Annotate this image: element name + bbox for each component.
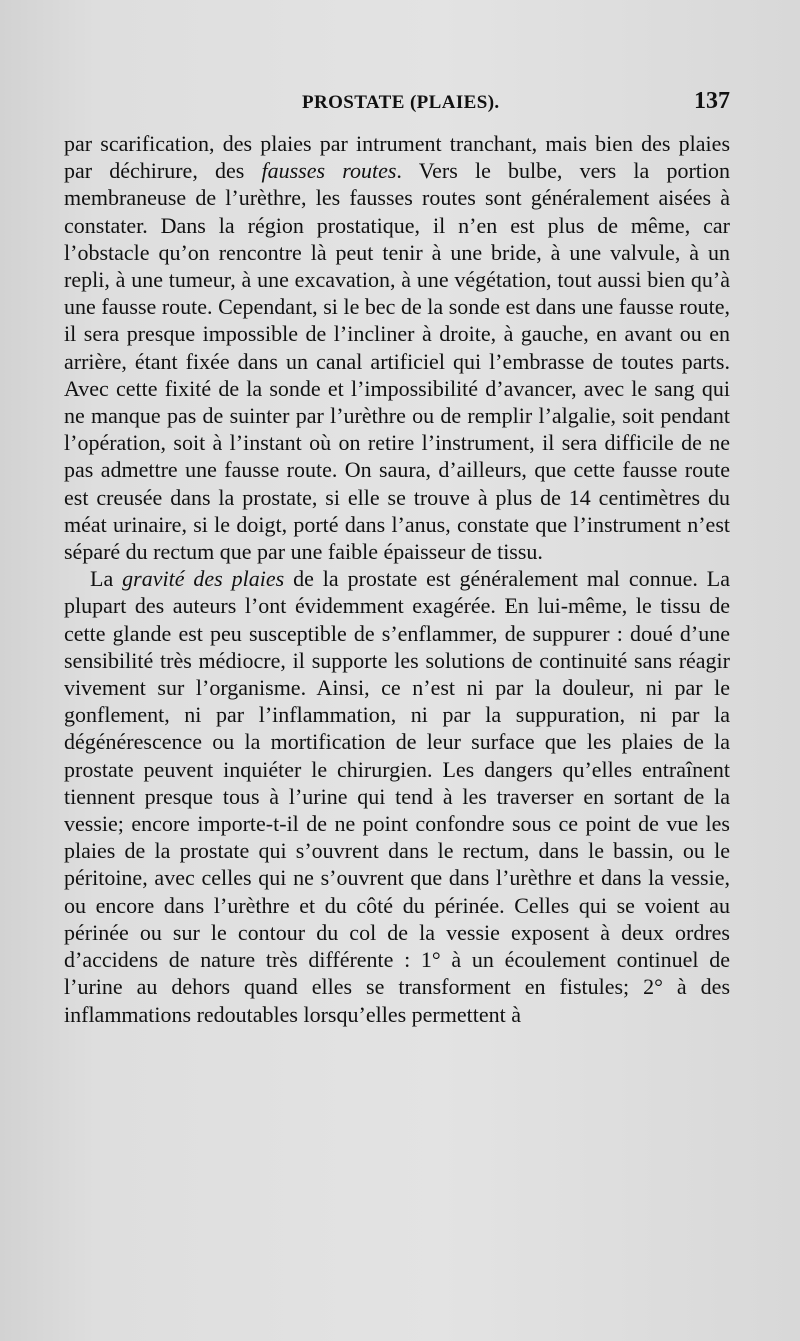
paragraph-1-text-a: par scarification, des plaies par intrument tranchant, mais bien des plaies par déchirure, des	[64, 131, 730, 184]
paragraph-1	[64, 130, 730, 565]
page-number: 137	[694, 88, 730, 114]
paragraph-1-italic: fausses routes	[261, 158, 397, 184]
paragraph-1-text-b: . Vers le bulbe, vers la portion membraneuse de l’urèthre, les fausses routes sont généralement aisées à constater. Dans la région prostatique, il n’en est plus de même, car l’obstacle qu’on rencontre là peut tenir à une bride, à une valvule, à un repli, à une tumeur, à une excavation, à une végétation, tout aussi bien qu’à une fausse route. Cependant, si le bec de la sonde est dans une fausse route, il sera presque impossible de l’incliner à droite, à gauche, en avant ou en arrière, étant fixée dans un canal artificiel qui l’embrasse de toutes parts. Avec cette fixité de la sonde et l’impossibilité d’avancer, avec le sang qui ne manque pas de suinter par l’urèthre ou de remplir l’algalie, soit pendant l’opération, soit à l’instant où on retire l’instrument, il sera difficile de ne pas admettre une fausse route. On saura, d’ailleurs, que cette fausse route est creusée dans la prostate, si elle se trouve à plus de 14 centimètres du méat urinaire, si le doigt, porté dans l’anus, constate que l’instrument n’est séparé du rectum que par une faible épaisseur de tissu.	[64, 158, 730, 565]
paragraph-2-text-a: La	[90, 566, 123, 592]
paragraph-2-text-b: de la prostate est généralement mal connue. La plupart des auteurs l’ont évidemment exagérée. En lui-même, le tissu de cette glande est peu susceptible de s’enflammer, de suppurer : doué d’une sensibilité très médiocre, il supporte les solutions de continuité sans réagir vivement sur l’organisme. Ainsi, ce n’est ni par la douleur, ni par le gonflement, ni par l’inflammation, ni par la suppuration, ni par la dégénérescence ou la mortification de leur surface que les plaies de la prostate peuvent inquiéter le chirurgien. Les dangers qu’elles entraînent tiennent presque tous à l’urine qui tend à les traverser en sortant de la vessie; encore importe-t-il de ne point confondre sous ce point de vue les plaies de la prostate qui s’ouvrent dans le rectum, dans le bassin, ou le péritoine, avec celles qui ne s’ouvrent que dans l’urèthre et dans la vessie, ou encore dans l’urèthre et du côté du périnée. Celles qui se voient au périnée ou sur le contour du col de la vessie exposent à deux ordres d’accidens de nature très différente : 1° à un écoulement continuel de l’urine au dehors quand elles se transforment en fistules; 2° à des inflammations redoutables lorsqu’elles permettent à	[64, 566, 731, 1027]
paragraph-2	[64, 565, 730, 1027]
page-header	[64, 88, 730, 122]
running-head: PROSTATE (PLAIES).	[302, 92, 500, 113]
page-body	[64, 130, 730, 1028]
paragraph-2-italic: gravité des plaies	[122, 566, 285, 592]
